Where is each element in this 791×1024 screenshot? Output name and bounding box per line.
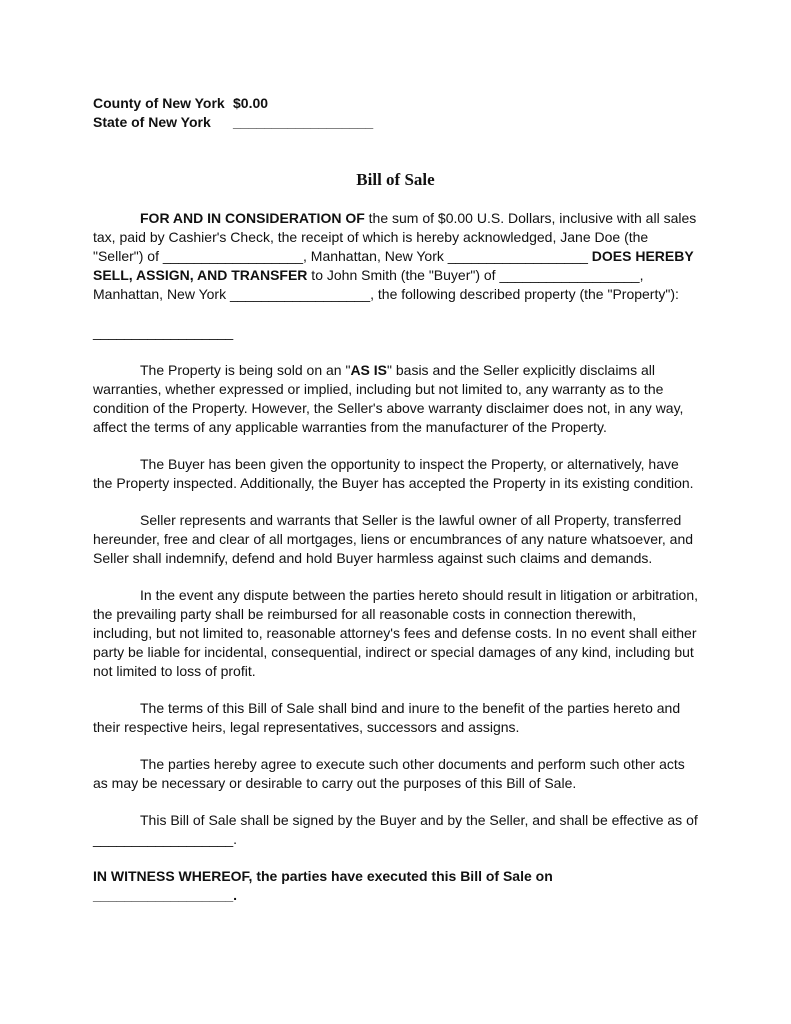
as-is-text-2: " basis and the Seller explicitly disclaims all warranties, whether expressed or implied, including but not limited to, any warranty as to the condition of the Property. However, the Seller's above warranty disclaimer does not, in any way, affect the terms of any applicable warranties from the manufacturer of the Property. [93, 362, 684, 435]
county-label: County of New York [93, 95, 225, 111]
consideration-lead: FOR AND IN CONSIDERATION OF [140, 210, 365, 226]
county-row [93, 94, 373, 113]
as-is-paragraph [93, 361, 699, 437]
property-description-blank: __________________ [93, 324, 234, 340]
inspection-paragraph: The Buyer has been given the opportunity to inspect the Property, or alternatively, have the Property inspected. Additionally, the Buyer has accepted the Property in its existing condition. [93, 456, 694, 491]
as-is-text-1: The Property is being sold on an " [140, 362, 351, 378]
state-value: __________________ [233, 114, 374, 130]
witness-text: IN WITNESS WHEREOF, the parties have executed this Bill of Sale on __________________. [93, 868, 553, 903]
consideration-text-2: to John Smith (the "Buyer") of __________________, Manhattan, New York __________________, the following described property (the "Property"): [93, 267, 679, 302]
document-body [93, 209, 699, 923]
as-is-phrase: AS IS [350, 362, 388, 378]
consideration-text-1: the sum of $0.00 U.S. Dollars, inclusive with all sales tax, paid by Cashier's Check, the receipt of which is hereby acknowledged, Jane Doe (the "Seller") of __________________, Manhattan, New York __________________ [93, 210, 697, 264]
witness-statement [93, 867, 699, 905]
venue-header [93, 94, 373, 132]
consideration-paragraph [93, 209, 699, 304]
ownership-paragraph: Seller represents and warrants that Seller is the lawful owner of all Property, transferred hereunder, free and clear of all mortgages, liens or encumbrances of any nature whatsoever, and Seller shall indemnify, defend and hold Buyer harmless against such claims and demands. [93, 512, 694, 566]
further-acts-paragraph: The parties hereby agree to execute such other documents and perform such other acts as may be necessary or desirable to carry out the purposes of this Bill of Sale. [93, 756, 685, 791]
state-row [93, 113, 373, 132]
document-title: Bill of Sale [356, 170, 435, 189]
effective-date-paragraph: This Bill of Sale shall be signed by the Buyer and by the Seller, and shall be effective as of __________________. [93, 812, 698, 847]
state-label: State of New York [93, 114, 211, 130]
binding-paragraph: The terms of this Bill of Sale shall bind and inure to the benefit of the parties hereto and their respective heirs, legal representatives, successors and assigns. [93, 700, 681, 735]
transfer-phrase: DOES HEREBY SELL, ASSIGN, AND TRANSFER [93, 248, 694, 283]
dispute-paragraph: In the event any dispute between the parties hereto should result in litigation or arbitration, the prevailing party shall be reimbursed for all reasonable costs in connection therewith, including, but not limited to, reasonable attorney's fees and defense costs. In no event shall either party be liable for incidental, consequential, indirect or special damages of any kind, including but not limited to loss of profit. [93, 587, 699, 679]
county-value: $0.00 [233, 95, 269, 111]
